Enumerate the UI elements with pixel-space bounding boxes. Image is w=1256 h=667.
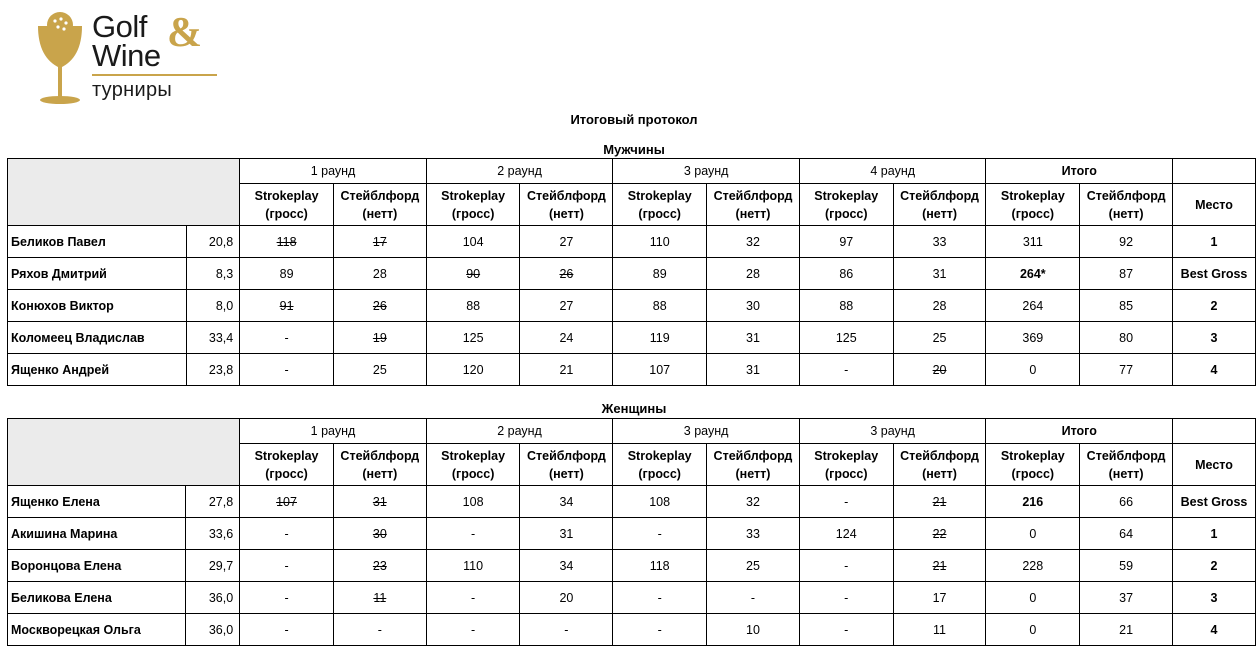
stableford-score [520,550,613,582]
score-value: - [657,526,662,541]
score-value: - [844,622,849,637]
score-value: 88 [466,298,481,313]
strokeplay-score [613,322,707,354]
stableford-header: Стейблфорд (нетт) [520,184,613,226]
score-value: 107 [276,494,297,509]
score-value: - [657,590,662,605]
strokeplay-score [240,226,334,258]
total-nett: 85 [1080,290,1173,322]
score-value: - [284,558,289,573]
table-row [8,354,1256,386]
stableford-header: Стейблфорд (нетт) [333,184,426,226]
score-value: 34 [559,494,574,509]
player-handicap: 33,6 [186,518,240,550]
score-value: 27 [559,298,574,313]
player-name: Воронцова Елена [8,550,186,582]
score-value: 24 [559,330,574,345]
score-value: 30 [746,298,760,313]
stableford-header: Стейблфорд (нетт) [893,444,986,486]
score-value: 22 [932,526,947,541]
total-gross: 264* [986,258,1080,290]
men-section-title: Мужчины [603,142,665,157]
strokeplay-score [799,226,893,258]
stableford-score [707,322,800,354]
strokeplay-score [613,582,707,614]
place: 2 [1173,290,1256,322]
round-header: 2 раунд [426,159,613,184]
strokeplay-score [613,486,707,518]
stableford-score [520,614,613,646]
stableford-score [707,550,800,582]
score-value: 107 [649,362,671,377]
stableford-score [333,290,426,322]
round-header: 1 раунд [240,419,427,444]
place: Best Gross [1173,486,1256,518]
player-name: Беликов Павел [8,226,187,258]
header-corner [8,159,240,226]
total-gross: 369 [986,322,1080,354]
strokeplay-score [613,258,707,290]
total-nett: 64 [1080,518,1173,550]
score-value: - [471,590,476,605]
score-value: 91 [279,298,294,313]
player-handicap: 36,0 [186,582,240,614]
strokeplay-score [799,518,893,550]
stableford-score [520,486,613,518]
total-gross: 264 [986,290,1080,322]
score-value: 110 [463,558,484,573]
logo-text [92,9,161,73]
header-blank [1173,159,1256,184]
strokeplay-header: Strokeplay (гросс) [799,444,893,486]
round-header: 1 раунд [240,159,427,184]
score-value: 33 [746,526,760,541]
total-nett: 59 [1080,550,1173,582]
score-value: 10 [746,622,760,637]
score-value: 25 [932,330,947,345]
player-name: Коломеец Владислав [8,322,187,354]
score-value: - [471,526,476,541]
women-results-table [7,418,1256,646]
total-gross: 0 [986,582,1080,614]
logo-subtitle: турниры [92,79,173,101]
round-header: 3 раунд [613,159,800,184]
stableford-score [893,582,986,614]
strokeplay-score [799,582,893,614]
score-value: 118 [276,234,297,249]
stableford-score [333,582,426,614]
stableford-score [893,322,986,354]
strokeplay-score [799,290,893,322]
score-value: 32 [746,494,760,509]
stableford-score [893,290,986,322]
score-value: 20 [559,590,574,605]
strokeplay-score [613,614,707,646]
score-value: 17 [932,590,947,605]
strokeplay-score [426,518,520,550]
stableford-score [707,354,800,386]
player-handicap: 20,8 [186,226,240,258]
score-value: 90 [466,266,481,281]
score-value: 32 [746,234,760,249]
total-gross: 0 [986,614,1080,646]
table-row [8,486,1256,518]
place: 3 [1173,322,1256,354]
table-row [8,518,1256,550]
place: Best Gross [1173,258,1256,290]
score-value: 21 [559,362,574,377]
player-handicap: 8,3 [186,258,240,290]
round-header: 3 раунд [799,419,986,444]
strokeplay-score [240,290,334,322]
strokeplay-header: Strokeplay (гросс) [426,444,520,486]
stableford-score [707,582,800,614]
stableford-score [707,226,800,258]
total-nett: 80 [1080,322,1173,354]
strokeplay-score [426,226,520,258]
stableford-header: Стейблфорд (нетт) [707,184,800,226]
stableford-score [333,486,426,518]
strokeplay-score [613,226,707,258]
strokeplay-header: Strokeplay (гросс) [986,184,1080,226]
player-name: Конюхов Виктор [8,290,187,322]
logo-word-wine: Wine [92,38,161,73]
strokeplay-score [426,322,520,354]
stableford-header: Стейблфорд (нетт) [333,444,426,486]
table-row [8,226,1256,258]
stableford-score [707,486,800,518]
score-value: 125 [835,330,857,345]
strokeplay-score [240,258,334,290]
stableford-score [893,258,986,290]
score-value: 26 [372,298,387,313]
strokeplay-score [613,550,707,582]
score-value: - [284,526,289,541]
strokeplay-score [426,290,520,322]
total-gross: 0 [986,354,1080,386]
score-value: 25 [746,558,760,573]
total-nett: 92 [1080,226,1173,258]
stableford-score [520,290,613,322]
stableford-score [520,226,613,258]
stableford-score [333,614,426,646]
stableford-score [520,518,613,550]
stableford-score [333,354,426,386]
strokeplay-score [240,486,334,518]
stableford-score [707,614,800,646]
score-value: 120 [462,362,484,377]
strokeplay-score [240,518,334,550]
score-value: 86 [839,266,854,281]
player-handicap: 36,0 [186,614,240,646]
score-value: 31 [559,526,574,541]
round-header: 2 раунд [426,419,613,444]
score-value: 33 [932,234,947,249]
score-value: 31 [746,362,760,377]
stableford-score [893,486,986,518]
player-handicap: 29,7 [186,550,240,582]
header-corner [8,419,240,486]
score-value: - [657,622,662,637]
score-value: - [284,330,289,345]
total-gross: 228 [986,550,1080,582]
score-value: 20 [932,362,947,377]
score-value: 108 [649,494,671,509]
strokeplay-header: Strokeplay (гросс) [613,444,707,486]
score-value: 124 [835,526,857,541]
strokeplay-score [240,354,334,386]
total-nett: 37 [1080,582,1173,614]
score-value: 26 [559,266,574,281]
score-value: 28 [372,266,387,281]
score-value: 104 [462,234,484,249]
player-name: Ряхов Дмитрий [8,258,187,290]
player-name: Ященко Андрей [8,354,187,386]
score-value: - [564,622,569,637]
total-gross: 0 [986,518,1080,550]
table-row [8,550,1256,582]
strokeplay-header: Strokeplay (гросс) [613,184,707,226]
player-name: Москворецкая Ольга [8,614,186,646]
total-nett: 77 [1080,354,1173,386]
score-value: - [750,590,756,605]
score-value: - [284,590,289,605]
table-row [8,258,1256,290]
stableford-score [707,258,800,290]
table-row [8,322,1256,354]
stableford-header: Стейблфорд (нетт) [1080,444,1173,486]
stableford-score [893,614,986,646]
score-value: 88 [652,298,667,313]
logo-underline [92,74,217,76]
player-name: Беликова Елена [8,582,186,614]
total-nett: 66 [1080,486,1173,518]
stableford-score [893,226,986,258]
strokeplay-score [240,614,334,646]
total-nett: 87 [1080,258,1173,290]
logo-word-golf: Golf [92,9,147,44]
place: 1 [1173,518,1256,550]
golf-wine-logo [34,9,224,107]
score-value: 88 [839,298,854,313]
strokeplay-score [799,614,893,646]
place: 4 [1173,614,1256,646]
stableford-score [333,518,426,550]
place: 1 [1173,226,1256,258]
score-value: 118 [649,558,670,573]
stableford-score [333,258,426,290]
score-value: 108 [462,494,484,509]
place: 3 [1173,582,1256,614]
score-value: - [844,558,849,573]
score-value: 21 [932,494,947,509]
score-value: 30 [372,526,387,541]
total-nett: 21 [1080,614,1173,646]
strokeplay-score [426,258,520,290]
stableford-score [707,290,800,322]
score-value: 25 [372,362,387,377]
strokeplay-header: Strokeplay (гросс) [799,184,893,226]
stableford-header: Стейблфорд (нетт) [893,184,986,226]
score-value: - [377,622,382,637]
score-value: 23 [372,558,387,573]
score-value: 27 [559,234,574,249]
score-value: 31 [932,266,947,281]
stableford-score [520,582,613,614]
place: 4 [1173,354,1256,386]
table-row [8,290,1256,322]
strokeplay-score [799,486,893,518]
strokeplay-score [426,550,520,582]
strokeplay-score [426,354,520,386]
score-value: 28 [746,266,760,281]
score-value: - [284,362,289,377]
strokeplay-score [799,550,893,582]
place-header: Место [1173,184,1256,226]
strokeplay-score [240,550,334,582]
strokeplay-header: Strokeplay (гросс) [986,444,1080,486]
score-value: 89 [652,266,667,281]
place-header: Место [1173,444,1256,486]
wine-glass-icon [34,12,94,107]
score-value: 11 [373,590,387,605]
page-title: Итоговый протокол [570,112,698,127]
stableford-score [520,258,613,290]
stableford-header: Стейблфорд (нетт) [520,444,613,486]
stableford-score [333,226,426,258]
score-value: 19 [372,330,387,345]
table-row [8,582,1256,614]
stableford-score [893,550,986,582]
score-value: 17 [372,234,387,249]
stableford-score [333,550,426,582]
score-value: 28 [932,298,947,313]
player-handicap: 23,8 [186,354,240,386]
stableford-score [707,518,800,550]
table-row [8,614,1256,646]
total-gross: 311 [986,226,1080,258]
stableford-header: Стейблфорд (нетт) [1080,184,1173,226]
women-section-title: Женщины [601,401,667,416]
strokeplay-header: Strokeplay (гросс) [240,184,334,226]
score-value: 31 [746,330,760,345]
stableford-score [893,518,986,550]
total-gross: 216 [986,486,1080,518]
score-value: 119 [649,330,670,345]
round-header: 4 раунд [799,159,986,184]
round-header: 3 раунд [613,419,800,444]
strokeplay-score [426,614,520,646]
place: 2 [1173,550,1256,582]
men-results-table [7,158,1256,386]
score-value: - [471,622,476,637]
score-value: 89 [279,266,294,281]
strokeplay-score [799,258,893,290]
strokeplay-score [799,322,893,354]
strokeplay-header: Strokeplay (гросс) [240,444,334,486]
score-value: - [844,494,849,509]
score-value: - [844,362,849,377]
strokeplay-score [613,518,707,550]
score-value: 21 [932,558,947,573]
player-name: Ященко Елена [8,486,186,518]
player-handicap: 33,4 [186,322,240,354]
strokeplay-score [426,582,520,614]
player-name: Акишина Марина [8,518,186,550]
strokeplay-score [426,486,520,518]
header-blank [1173,419,1256,444]
strokeplay-score [240,582,334,614]
strokeplay-score [240,322,334,354]
strokeplay-score [613,354,707,386]
stableford-score [333,322,426,354]
stableford-header: Стейблфорд (нетт) [707,444,800,486]
score-value: 125 [462,330,484,345]
score-value: 110 [649,234,670,249]
player-handicap: 27,8 [186,486,240,518]
score-value: 34 [559,558,574,573]
logo-ampersand: & [167,10,202,56]
score-value: - [844,590,849,605]
strokeplay-header: Strokeplay (гросс) [426,184,520,226]
score-value: - [284,622,289,637]
stableford-score [520,322,613,354]
score-value: 97 [839,234,854,249]
strokeplay-score [613,290,707,322]
score-value: 31 [372,494,387,509]
total-header: Итого [986,419,1173,444]
strokeplay-score [799,354,893,386]
total-header: Итого [986,159,1173,184]
stableford-score [520,354,613,386]
stableford-score [893,354,986,386]
score-value: 11 [933,622,946,637]
player-handicap: 8,0 [186,290,240,322]
